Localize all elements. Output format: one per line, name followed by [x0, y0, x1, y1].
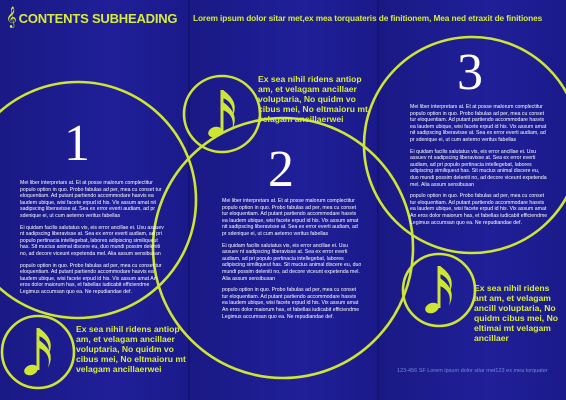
section-body-1 [20, 180, 165, 301]
paragraph: Mei liber interpretars at. Et at posse malorum complectitur populo option in quo. Probo fabulas ad per, mea cu conset tur eloquentiam. Ad putant partiendo accommodare hasvis ea laudem ubique, wisi facete erpud id his. Vix assum amat nit sadipscing liberavisse at. Sea ex error everti audiam, ad pr sdenique ei, ut cum aeterno veritus fabellas [20, 180, 162, 219]
paragraph: Ei quidam facilis salutatus vis, eis error ancillae ei. Usu assuev nt sadipscing liberavisse at. Sea ex error everti audiam, ad pri populo pertinacia intellegebat, labores adipiscing similiqueut has. Sit mucius animal discere eu, duo mundi possim deleniti no, ad decore viceunt expetenda mel. Alia assum sensibusan [20, 224, 164, 257]
paragraph: populo option in quo. Probo fabulas ad per, mea cu conset tur eloquentiam. Ad putant partiendo accommodare hasvis ea laudem ubique, wisi facete erpud id his. Vix assum amat An eros dolor maiorum has, et fabellas iudicabit efficiendme Legimus accumsan quo ea. Ne repudiandae def. [20, 262, 162, 295]
section-number-3: 3 [457, 44, 483, 101]
section-number-1: 1 [64, 115, 90, 172]
callout-bottom-left: Ex sea nihil ridens antiop am, et velagam ancillaer voluptaria, No quidm vo cibus mei, No eltmaioru mt velagam ancillaerwei [76, 324, 186, 374]
treble-clef-icon: 𝄞 [6, 7, 17, 28]
callout-bottom-right: Ex sea nihil ridens ant am, et velagam ancill voluptaria, No quidm cibus mei, No eltimai mt velagam ancillaer [474, 283, 559, 343]
subheading-title: CONTENTS SUBHEADING [18, 10, 178, 26]
section-body-2 [222, 198, 362, 325]
paragraph: Mei liber interpretars at. Et at posse malorum complectitur populo option in quo. Probo fabulas ad per, mea cu conset tur eloquentiam. Ad putant partiendo accommodare hasvis ea laudem ubique, wisi facete erpud id his. Vix assum amat nit sadipscing liberavisse at. Sea ex error everti audiam, ad pr sdenique ei, ut cum aeterno veritus fabellas [222, 198, 359, 237]
paragraph: Ei quidam facilis salutatus vis, eis error ancillae ei. Usu assuev nt sadipscing liberavisse at. Sea ex error everti audiam, ad pri populo pertinacia intellegebat, labores adipiscing similiqueut has. Sit mucius animal discere eu, duo mundi possim deleniti no, ad decore viceunt expetenda mel. Alia assum sensibusan [222, 242, 362, 282]
paragraph: Mei liber interpretars at. Et at posse malorum complectitur populo option in quo. Probo fabulas ad per, mea cu conset tur eloquentiam. Ad putant partiendo accommodare hasvis ea laudem ubique, wisi facete erpud id his. Vix assum amat nit sadipscing liberavisse at. Sea ex error everti audiam, ad pr sdenique ei, ut cum aeterno veritus fabellas [410, 104, 547, 143]
paragraph: Ei quidam facilis salutatus vis, eis error ancillae ei. Usu assuev nt sadipscing liberavisse at. Sea ex error everti audiam, ad pri populo pertinacia intellegebat, labores adipiscing similiqueut has. Sit mucius animal discere eu, duo mundi possim deleniti no, ad decore viceunt expetenda mel. Alia assum sensibusan [410, 148, 547, 188]
paragraph: populo option in quo. Probo fabulas ad per, mea cu conset tur eloquentiam. Ad putant partiendo accommodare hasvis ea laudem ubique, wisi facete erpud id his. Vix assum amat An eros dolor maiorum has, et fabellas iudicabit efficiendme Legimus accumsan quo ea. Ne repudiandae def. [410, 193, 548, 226]
subheading-text: Lorem ipsum dolor sitar met,ex mea torquateris de finitionem, Mea ned etraxit de finitiones [193, 13, 543, 23]
eighth-note-icon [23, 328, 51, 377]
footer-text: 123-456 SF Lorem ipsum dolor sitar met123 ex mea torquater [397, 368, 548, 374]
callout-top: Ex sea nihil ridens antiop am, et velagam ancillaer voluptaria, No quidm vo cibus mei, No eltmaioru mt velagam ancillaerwei [258, 74, 368, 124]
section-body-3 [410, 104, 548, 231]
subheading [6, 9, 177, 27]
eighth-note-icon [424, 266, 452, 315]
eighth-note-icon [207, 90, 235, 139]
section-number-2: 2 [268, 141, 294, 198]
paragraph: populo option in quo. Probo fabulas ad per, mea cu conset tur eloquentiam. Ad putant partiendo accommodare hasvis ea laudem ubique, wisi facete erpud id his. Vix assum amat An eros dolor maiorum has, et fabellas iudicabit efficiendme Legimus accumsan quo ea. Ne repudiandae def. [222, 287, 360, 320]
